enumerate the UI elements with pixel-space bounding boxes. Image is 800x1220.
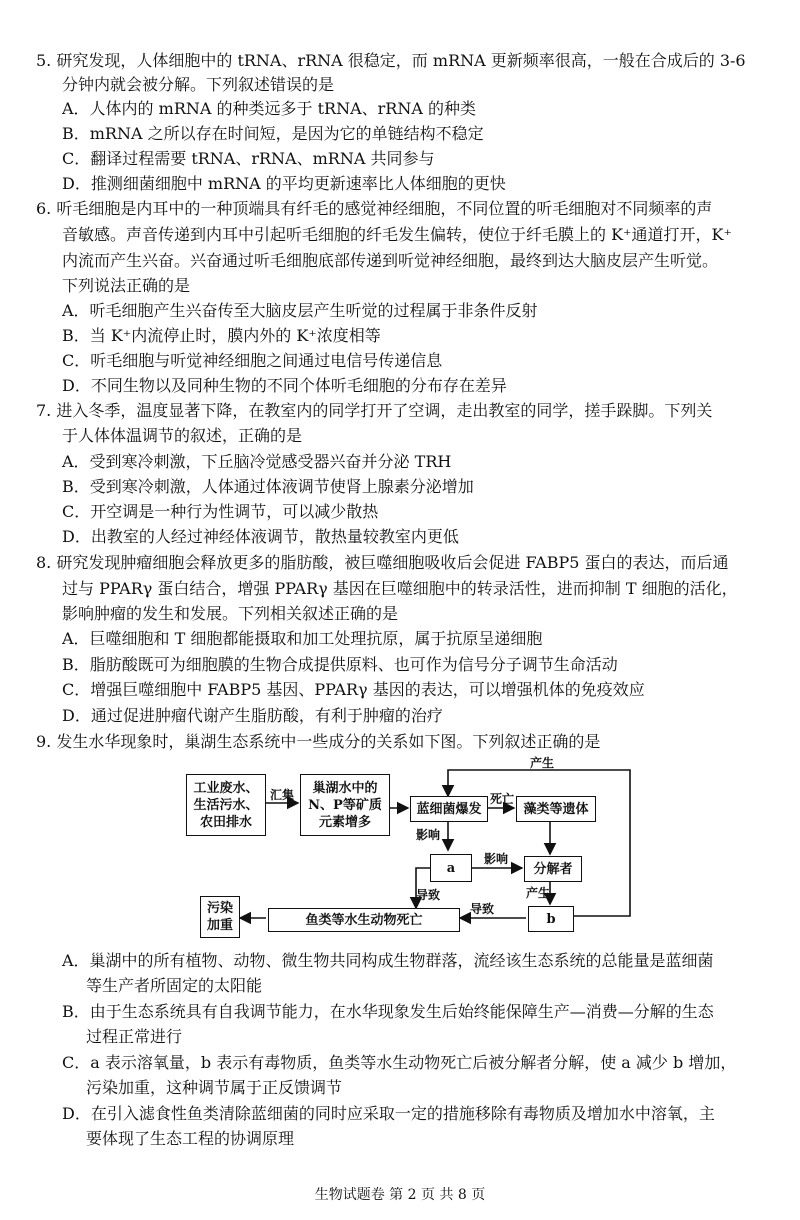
q9-option-a-line2: 等生产者所固定的太阳能	[86, 976, 263, 995]
box-algae-remains: 藻类等遗体	[516, 796, 596, 822]
q5-option-a: A．人体内的 mRNA 的种类远多于 tRNA、rRNA 的种类	[62, 99, 476, 118]
q9-option-c-line1: C．a 表示溶氧量，b 表示有毒物质，鱼类等水生动物死亡后被分解者分解，使 a 减少 b 增加，	[62, 1053, 737, 1072]
q7-option-b: B．受到寒冷刺激，人体通过体液调节使肾上腺素分泌增加	[62, 477, 474, 496]
q7-option-a: A．受到寒冷刺激，下丘脑冷觉感受器兴奋并分泌 TRH	[62, 452, 452, 471]
q7-option-c: C．开空调是一种行为性调节，可以减少散热	[62, 502, 379, 521]
q6-option-d: D．不同生物以及同种生物的不同个体听毛细胞的分布存在差异	[62, 376, 507, 395]
page-footer: 生物试题卷 第 2 页 共 8 页	[314, 1187, 486, 1203]
q6-stem-line4: 下列说法正确的是	[62, 276, 191, 295]
label-chansheng-top: 产生	[530, 756, 555, 770]
q9-option-b-line1: B．由于生态系统具有自我调节能力，在水华现象发生后始终能保障生产—消费—分解的生态	[62, 1002, 714, 1021]
box-a: a	[430, 854, 472, 882]
q9-stem: 9. 发生水华现象时，巢湖生态系统中一些成分的关系如下图。下列叙述正确的是	[36, 732, 601, 751]
q5-option-d: D．推测细菌细胞中 mRNA 的平均更新速率比人体细胞的更快	[62, 174, 506, 193]
box-cyanobacteria-bloom: 蓝细菌爆发	[410, 796, 488, 822]
box-pollution: 污染 加重	[200, 896, 240, 938]
q6-stem-line2: 音敏感。声音传递到内耳中引起听毛细胞的纤毛发生偏转，使位于纤毛膜上的 K⁺通道打开，K⁺	[62, 225, 732, 244]
box-sources: 工业废水、 生活污水、 农田排水	[186, 774, 266, 836]
q5-stem-line1: 5. 研究发现，人体细胞中的 tRNA、rRNA 很稳定，而 mRNA 更新频率很高，一般在合成后的 3-6	[36, 51, 746, 70]
label-chansheng-2: 产生	[526, 886, 551, 900]
q8-option-b: B．脂肪酸既可为细胞膜的生物合成提供原料、也可作为信号分子调节生命活动	[62, 655, 618, 674]
q6-option-c: C．听毛细胞与听觉神经细胞之间通过电信号传递信息	[62, 351, 443, 370]
eutrophication-diagram	[180, 758, 650, 948]
box-fish-death: 鱼类等水生动物死亡	[268, 908, 460, 932]
q7-stem-line1: 7. 进入冬季，温度显著下降，在教室内的同学打开了空调，走出教室的同学，搓手跺脚。下列关	[36, 401, 713, 420]
q8-option-c: C．增强巨噬细胞中 FABP5 基因、PPARγ 基因的表达，可以增强机体的免疫效应	[62, 680, 645, 699]
label-huiji: 汇集	[270, 788, 295, 802]
box-nutrients: 巢湖水中的 N、P等矿质 元素增多	[300, 774, 390, 836]
q6-option-b: B．当 K⁺内流停止时，膜内外的 K⁺浓度相等	[62, 326, 381, 345]
q5-option-c: C．翻译过程需要 tRNA、rRNA、mRNA 共同参与	[62, 149, 435, 168]
q8-option-d: D．通过促进肿瘤代谢产生脂肪酸，有利于肿瘤的治疗	[62, 706, 443, 725]
label-yingxiang-1: 影响	[416, 828, 441, 842]
q8-stem-line3: 影响肿瘤的发生和发展。下列相关叙述正确的是	[62, 604, 399, 623]
q9-option-c-line2: 污染加重，这种调节属于正反馈调节	[86, 1078, 343, 1097]
q6-stem-line1: 6. 听毛细胞是内耳中的一种顶端具有纤毛的感觉神经细胞，不同位置的听毛细胞对不同频率的声	[36, 199, 713, 218]
box-decomposer: 分解者	[524, 856, 582, 882]
q9-option-b-line2: 过程正常进行	[86, 1027, 183, 1046]
q8-option-a: A．巨噬细胞和 T 细胞都能摄取和加工处理抗原，属于抗原呈递细胞	[62, 629, 543, 648]
q8-stem-line1: 8. 研究发现肿瘤细胞会释放更多的脂肪酸，被巨噬细胞吸收后会促进 FABP5 蛋白的表达，而后通	[36, 553, 729, 572]
q7-option-d: D．出教室的人经过神经体液调节，散热量较教室内更低	[62, 527, 459, 546]
q9-option-d-line1: D．在引入滤食性鱼类清除蓝细菌的同时应采取一定的措施移除有毒物质及增加水中溶氧，主	[62, 1104, 715, 1123]
q6-stem-line3: 内流而产生兴奋。兴奋通过听毛细胞底部传递到听觉神经细胞，最终到达大脑皮层产生听觉。	[62, 251, 719, 270]
q5-option-b: B．mRNA 之所以存在时间短，是因为它的单链结构不稳定	[62, 124, 484, 143]
q7-stem-line2: 于人体体温调节的叙述，正确的是	[62, 426, 303, 445]
q9-option-d-line2: 要体现了生态工程的协调原理	[86, 1129, 295, 1148]
q6-option-a: A．听毛细胞产生兴奋传至大脑皮层产生听觉的过程属于非条件反射	[62, 301, 538, 320]
label-yingxiang-2: 影响	[484, 852, 509, 866]
q8-stem-line2: 过与 PPARγ 蛋白结合，增强 PPARγ 基因在巨噬细胞中的转录活性，进而抑制 T 细胞的活化，	[62, 579, 738, 598]
label-siwang: 死亡	[490, 792, 515, 806]
label-daozhi-2: 导致	[470, 902, 495, 916]
box-b: b	[528, 906, 574, 932]
q9-option-a-line1: A．巢湖中的所有植物、动物、微生物共同构成生物群落，流经该生态系统的总能量是蓝细菌	[62, 951, 714, 970]
q5-stem-line2: 分钟内就会被分解。下列叙述错误的是	[62, 75, 335, 94]
label-daozhi-1: 导致	[416, 888, 441, 902]
